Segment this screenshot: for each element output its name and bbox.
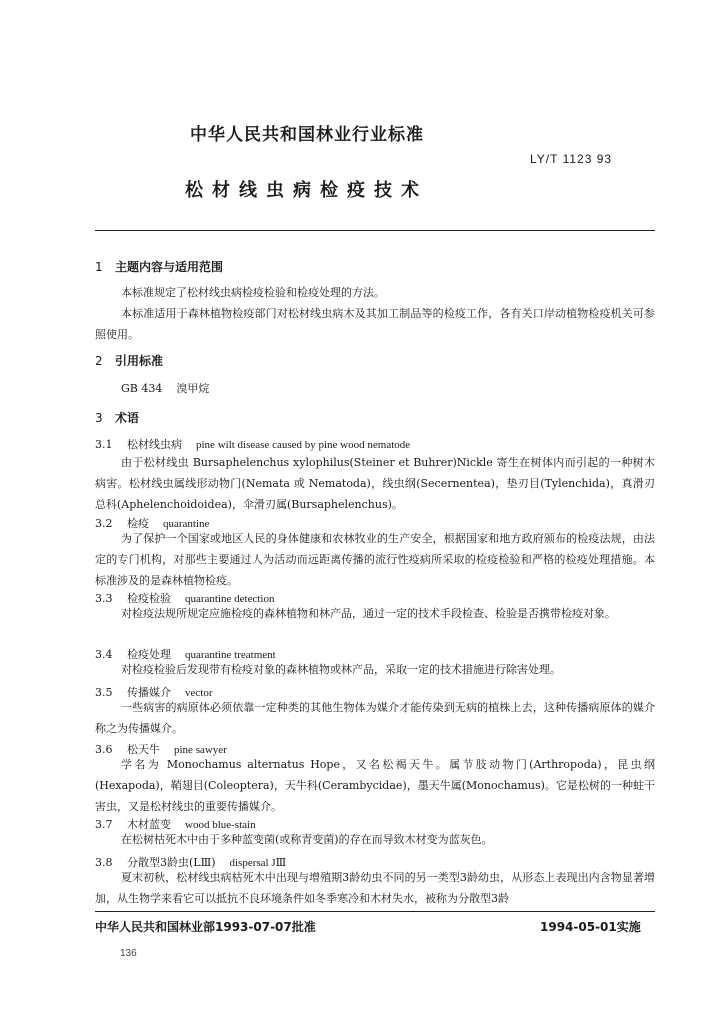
term-3-1-definition: 由于松材线虫 Bursaphelenchus xylophilus(Steiner et Buhrer)Nickle 寄生在树体内而引起的一种树木病害。松材线虫属线形动物门(Nemata 或 Nematoda)，线虫纲(Secernentea)，垫刃目(Tylenchida)，真滑刃总科(Aphelenchoidoidea)，伞滑刃属(Bursaphelenchus)。 <box>95 456 655 511</box>
standard-code: LY/T 1123 93 <box>530 152 613 166</box>
term-chinese: 检疫检验 <box>127 592 171 605</box>
term-chinese: 分散型3龄虫(LⅢ) <box>127 856 216 869</box>
section-title: 主题内容与适用范围 <box>115 260 224 274</box>
term-chinese: 松天牛 <box>127 743 160 756</box>
term-chinese: 传播媒介 <box>127 686 171 699</box>
term-3-5-definition: 一些病害的病原体必须依靠一定种类的其他生物体为媒介才能传染到无病的植株上去，这种传播病原体的媒介称之为传播媒介。 <box>95 701 655 735</box>
page-number: 136 <box>120 948 137 959</box>
term-3-3: 3.3 检疫检验 quarantine detection <box>95 592 275 605</box>
term-3-8: 3.8 分散型3龄虫(LⅢ) dispersal JⅢ <box>95 856 287 869</box>
term-3-7-definition: 在松树枯死木中由于多种蓝变菌(或称青变菌)的存在而导致木材变为蓝灰色。 <box>121 833 493 846</box>
term-english: pine sawyer <box>174 744 227 756</box>
section-2-heading <box>95 352 163 369</box>
term-english: pine wilt disease caused by pine wood nematode <box>196 439 411 451</box>
term-3-6-definition: 学名为 Monochamus alternatus Hope，又名松褐天牛。属节肢动物门(Arthropoda)，昆虫纲(Hexapoda)，鞘翅目(Coleoptera)，天牛科(Cerambycidae)，墨天牛属(Monochamus)。它是松树的一种蛀干害虫，又是松材线虫的重要传播媒介。 <box>95 758 655 813</box>
term-english: dispersal JⅢ <box>229 857 287 869</box>
section-number: 1 <box>95 260 103 274</box>
term-chinese: 检疫 <box>127 517 149 530</box>
term-english: wood blue-stain <box>185 819 256 831</box>
term-chinese: 木材蓝变 <box>127 818 171 831</box>
section-number: 3 <box>95 411 103 425</box>
section-number: 2 <box>95 354 103 368</box>
term-chinese: 检疫处理 <box>127 648 171 661</box>
term-3-2-definition: 为了保护一个国家或地区人民的身体健康和农林牧业的生产安全，根据国家和地方政府颁布的检疫法规，由法定的专门机构，对那些主要通过人为活动而远距离传播的流行性疫病所采取的检疫检验和严格的检疫处理措施。本标准涉及的是森林植物检疫。 <box>95 532 655 587</box>
standard-category-title: 中华人民共和国林业行业标准 <box>190 125 424 145</box>
approval-statement: 中华人民共和国林业部1993-07-07批准 <box>95 920 316 934</box>
section-1-paragraph-1: 本标准规定了松材线虫病检疫检验和检疫处理的方法。 <box>121 286 385 299</box>
effective-date: 1994-05-01实施 <box>540 920 641 934</box>
section-1-heading <box>95 258 223 275</box>
document-title: 松材线虫病检疫技术 <box>185 180 428 201</box>
term-3-2: 3.2 检疫 quarantine <box>95 517 210 530</box>
term-3-1: 3.1 松材线虫病 pine wilt disease caused by pine wood nematode <box>95 438 411 451</box>
term-english: vector <box>185 687 213 699</box>
term-3-6: 3.6 松天牛 pine sawyer <box>95 743 227 756</box>
term-3-4-definition: 对检疫检验后发现带有检疫对象的森林植物或林产品，采取一定的技术措施进行除害处理。 <box>121 663 561 676</box>
term-3-4: 3.4 检疫处理 quarantine treatment <box>95 648 276 661</box>
term-3-7: 3.7 木材蓝变 wood blue-stain <box>95 818 256 831</box>
footer-divider <box>95 911 655 912</box>
section-3-heading <box>95 409 139 426</box>
section-title: 术语 <box>115 411 140 425</box>
term-3-3-definition: 对检疫法规所规定应施检疫的森林植物和林产品，通过一定的技术手段检查、检验是否携带检疫对象。 <box>121 607 616 620</box>
term-english: quarantine <box>163 518 210 530</box>
reference-title: 溴甲烷 <box>176 382 210 395</box>
section-1-paragraph-2: 本标准适用于森林植物检疫部门对松材线虫病木及其加工制品等的检疫工作，各有关口岸动植物检疫机关可参照使用。 <box>95 307 655 341</box>
term-3-8-definition: 夏末初秋，松材线虫病枯死木中出现与增殖期3龄幼虫不同的另一类型3龄幼虫，从形态上表现出内含物显著增加，从生物学来看它可以抵抗不良环境条件如冬季寒冷和木材失水，被称为分散型3龄 <box>95 871 655 905</box>
term-english: quarantine treatment <box>185 649 276 661</box>
section-title: 引用标准 <box>115 354 164 368</box>
term-3-5: 3.5 传播媒介 vector <box>95 686 213 699</box>
term-english: quarantine detection <box>185 593 275 605</box>
term-chinese: 松材线虫病 <box>127 438 182 451</box>
reference-entry <box>121 380 209 396</box>
reference-code: GB 434 <box>121 382 163 395</box>
header-divider <box>95 230 655 231</box>
